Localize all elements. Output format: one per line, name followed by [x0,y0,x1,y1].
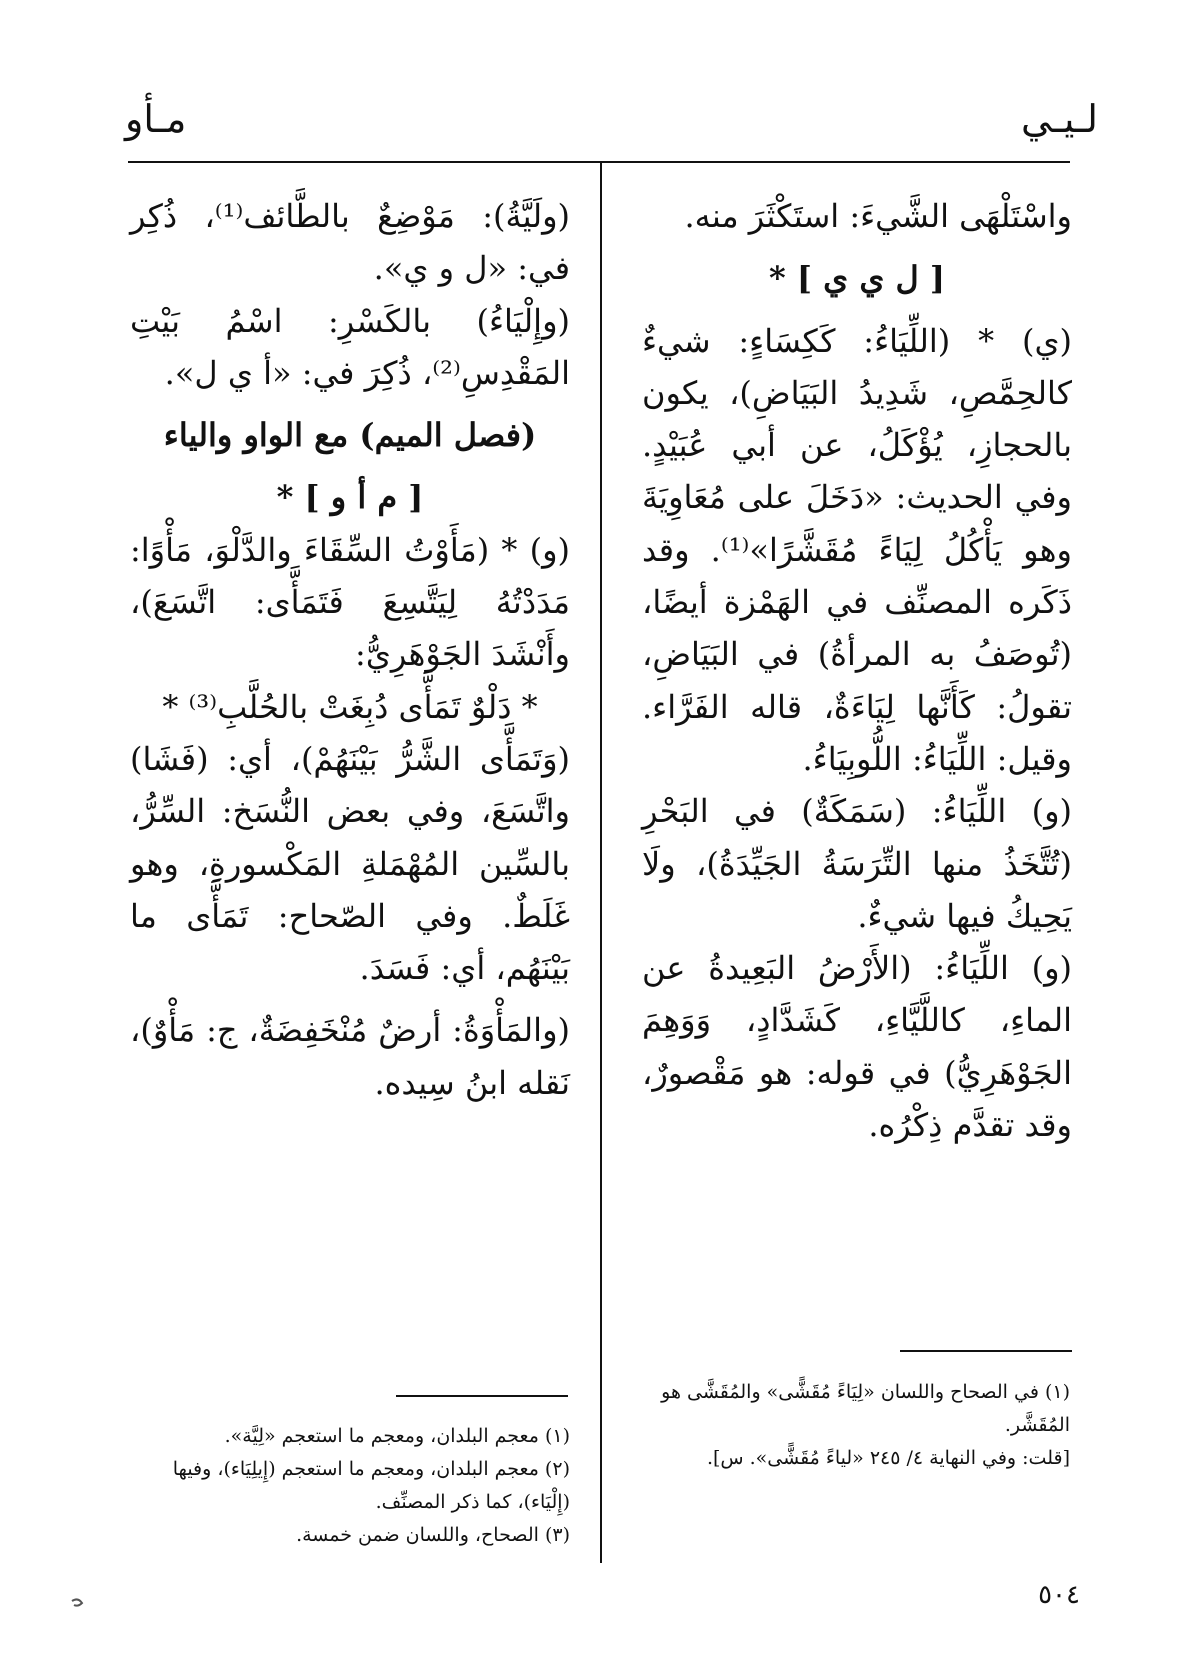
entry-paragraph: (و) * (مَأَوْتُ السِّقَاءَ والدَّلْوَ، مَأْوًا: مَدَدْتُهُ لِيَتَّسِعَ فَتَمَأَّى: اتَّسَعَ)، وأَنْشَدَ الجَوْهَرِيُّ: [130,530,570,674]
entry-paragraph: (ي) * (اللِّيَاءُ: كَكِسَاءٍ: شيءٌ كالحِمَّصِ، شَدِيدُ البَيَاضِ)، يكون بالحجازِ، يُؤْكَلُ، عن أبي عُبَيْدٍ. وفي الحديث: «دَخَلَ على مُعَاوِيَةَ وهو يَأْكُلُ لِيَاءً مُقَشَّرًا»⁽¹⁾. وقد ذَكَره المصنِّف في الهَمْزة أيضًا، (تُوصَفُ به المرأةُ) في البَيَاضِ، تقولُ: كَأَنَّها لِيَاءَةٌ، قاله الفَرَّاء. وقيل: اللِّيَاءُ: اللُّوبِيَاءُ. [642,321,1073,778]
footnote-rule-left [396,1395,568,1397]
entry-line: واسْتَلْهَى الشَّيءَ: استَكْثَرَ منه. [684,197,1072,235]
scan-speck-icon [68,1595,88,1615]
entry-heading-lyy: [ ل ي ي ] * [768,259,946,298]
entry-paragraph: (و) اللِّيَاءُ: (الأَرْضُ البَعِيدةُ عن الماءِ، كاللَّيَّاءِ، كَشَدَّادٍ، وَوَهِمَ الجَوْهَرِيُّ) في قوله: هو مَقْصورٌ، وقد تقدَّم ذِكْرُه. [642,949,1072,1145]
entry-paragraph: (ولَيَّةُ): مَوْضِعٌ بالطَّائف⁽¹⁾، ذُكِر في: «ل و ي». [130,197,571,288]
header-rule [128,161,1070,163]
footnotes-left [130,1420,570,1552]
footnote-rule-right [900,1350,1072,1352]
footnotes-right [650,1376,1070,1475]
entry-paragraph: (والمَأْوَةُ: أرضٌ مُنْخَفِضَةٌ، ج: مَأْوٌ)، نَقله ابنُ سِيده. [130,1011,570,1102]
running-head-left: مـأو [125,97,187,141]
footnote: (١) في الصحاح واللسان «لِيَاءً مُقَشًّى» والمُقَشَّى هو المُقَشَّر. [661,1381,1070,1436]
entry-paragraph: (وَتَمَأَّى الشَّرُّ بَيْنَهُمْ)، أي: (فَشَا) واتَّسَعَ، وفي بعض النُّسَخ: السِّرُّ، بالسِّين المُهْمَلةِ المَكْسورةِ، وهو غَلَطٌ. وفي الصّحاح: تَمَأَّى ما بَيْنَهُم، أي: فَسَدَ. [130,739,570,988]
footnote: (٣) الصحاح، واللسان ضمن خمسة. [296,1524,570,1546]
entry-heading-maw: [ م أ و ] * [276,478,424,517]
entry-paragraph: (و) اللِّيَاءُ: (سَمَكَةٌ) في البَحْرِ (تُتَّخَذُ منها التِّرَسَةُ الجَيِّدَةُ)، ولَا يَحِيكُ فيها شيءٌ. [642,792,1072,935]
entry-paragraph: (وإِلْيَاءُ) بالكَسْرِ: اسْمُ بَيْتِ المَقْدِسِ⁽²⁾، ذُكِرَ في: «أ ي ل». [130,301,570,392]
section-heading: (فصل الميم) مع الواو والياء [163,416,537,455]
running-head-right: لـيـي [1021,97,1098,141]
left-column [130,190,570,1109]
page-number: ٥٠٤ [1038,1580,1080,1610]
footnote: [قلت: وفي النهاية ٤/ ٢٤٥ «لياءً مُقَشًّى». س]. [706,1447,1070,1469]
footnote: (٢) معجم البلدان، ومعجم ما استعجم (إِيلِيَاء)، وفيها (إِلْيَاء)، كما ذكر المصنِّف. [172,1458,570,1513]
column-divider [600,161,602,1563]
verse-line: * دَلْوٌ تَمَأَّى دُبِغَتْ بالحُلَّبِ⁽³⁾ * [162,687,538,726]
right-column [642,190,1072,1151]
footnote: (١) معجم البلدان، ومعجم ما استعجم «لِيَّة». [224,1425,570,1447]
